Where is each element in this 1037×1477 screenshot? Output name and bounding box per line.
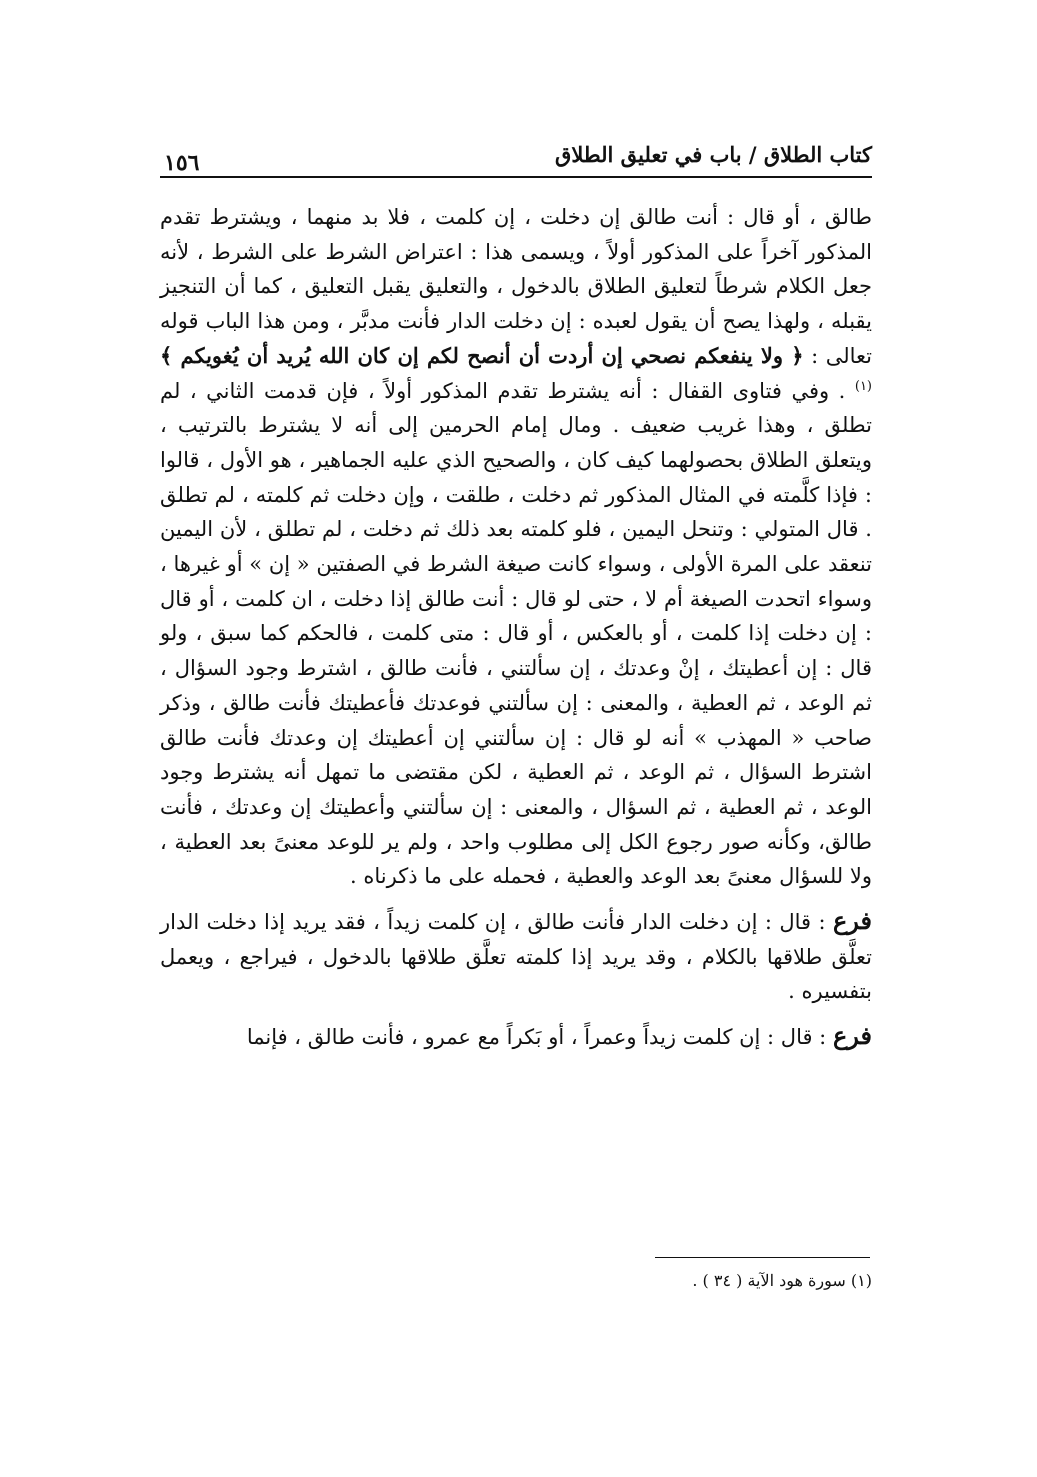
paragraph-1 [160,200,872,894]
footnote-divider [655,1257,870,1258]
page-header [160,128,872,178]
paragraph-far-1-text: : قال : إن دخلت الدار فأنت طالق ، إن كلمت زيداً ، فقد يريد إذا دخلت الدار تعلَّق طلاقها بالكلام ، وقد يريد إذا كلمته تعلَّق طلاقها بالدخول ، فيراجع ، ويعمل بتفسيره . [160,910,872,1004]
main-text [160,200,872,1055]
quran-verse: ﴿ ولا ينفعكم نصحي إن أردت أن أنصح لكم إن كان الله يُريد أن يُغويكم ﴾ [160,342,804,368]
paragraph-1-text-a: طالق ، أو قال : أنت طالق إن دخلت ، إن كلمت ، فلا بد منهما ، ويشترط تقدم المذكور آخراً على المذكور أولاً ، ويسمى هذا : اعتراض الشرط على الشرط ، لأنه جعل الكلام شرطاً لتعليق الطلاق بالدخول ، والتعليق يقبل التعليق ، كما أن التنجيز يقبله ، ولهذا يصح أن يقول لعبده : إن دخلت الدار فأنت مدبَّر ، ومن هذا الباب قوله تعالى : [160,205,872,368]
running-title: كتاب الطلاق / باب في تعليق الطلاق [555,142,872,167]
paragraph-far-1 [160,904,872,1009]
far-label: فرع [832,906,872,936]
paragraph-1-text-b: . وفي فتاوى القفال : أنه يشترط تقدم المذكور أولاً ، فإن قدمت الثاني ، لم تطلق ، وهذا غريب ضعيف . ومال إمام الحرمين إلى أنه لا يشترط بالترتيب ، ويتعلق الطلاق بحصولهما كيف كان ، والصحيح الذي عليه الجماهير ، هو الأول ، قالوا : فإذا كلَّمته في المثال المذكور ثم دخلت ، طلقت ، وإن دخلت ثم كلمته ، لم تطلق . قال المتولي : وتنحل اليمين ، فلو كلمته بعد ذلك ثم دخلت ، لم تطلق ، لأن اليمين تنعقد على المرة الأولى ، وسواء كانت صيغة الشرط في الصفتين « إن » أو غيرها ، وسواء اتحدت الصيغة أم لا ، حتى لو قال : أنت طالق إذا دخلت ، ان كلمت ، أو قال : إن دخلت إذا كلمت ، أو بالعكس ، أو قال : متى كلمت ، فالحكم كما سبق ، ولو قال : إن أعطيتك ، إنْ وعدتك ، إن سألتني ، فأنت طالق ، اشترط وجود السؤال ، ثم الوعد ، ثم العطية ، والمعنى : إن سألتني فوعدتك فأعطيتك فأنت طالق ، وذكر صاحب « المهذب » أنه لو قال : إن سألتني إن أعطيتك إن وعدتك فأنت طالق اشترط السؤال ، ثم الوعد ، ثم العطية ، لكن مقتضى ما تمهل أنه يشترط وجود الوعد ، ثم العطية ، ثم السؤال ، والمعنى : إن سألتني وأعطيتك إن وعدتك ، فأنت طالق، وكأنه صور رجوع الكل إلى مطلوب واحد ، ولم ير للوعد معنىً بعد العطية ، ولا للسؤال معنىً بعد الوعد والعطية ، فحمله على ما ذكرناه . [160,378,872,889]
far-label: فرع [832,1021,872,1051]
page-number: ١٥٦ [164,150,200,176]
paragraph-far-2-text: : قال : إن كلمت زيداً وعمراً ، أو بَكراً مع عمرو ، فأنت طالق ، فإنما [246,1025,827,1050]
footnote-reference: (١) [854,378,872,394]
paragraph-far-2 [160,1019,872,1055]
footnote: (١) سورة هود الآية ( ٣٤ ) . [692,1271,872,1290]
